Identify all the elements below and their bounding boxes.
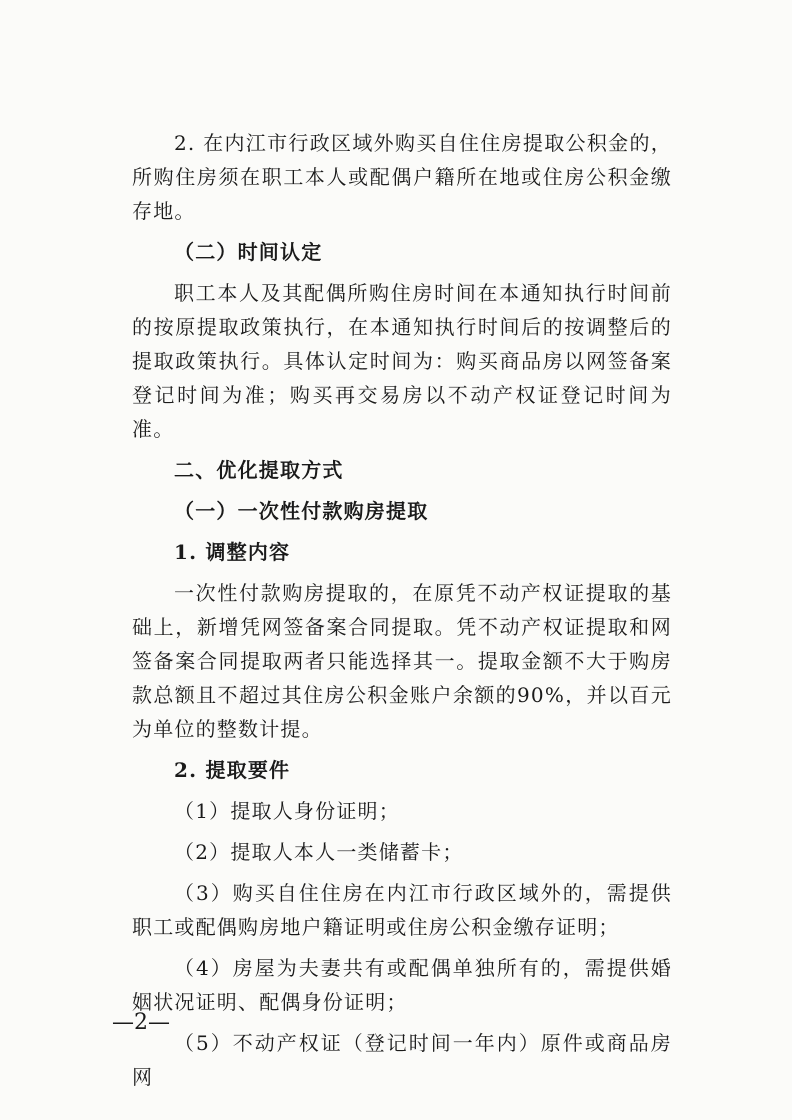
- page-number: —2—: [112, 1010, 170, 1035]
- requirement-item-3: （3）购买自住住房在内江市行政区域外的，需提供职工或配偶购房地户籍证明或住房公积金缴存证明；: [132, 881, 672, 939]
- heading-time-determination: （二）时间认定: [174, 240, 323, 264]
- heading-lump-sum-purchase: （一）一次性付款购房提取: [174, 499, 429, 523]
- requirement-item-1: （1）提取人身份证明；: [174, 799, 400, 823]
- requirement-item-2: （2）提取人本人一类储蓄卡；: [174, 840, 464, 864]
- heading-optimize-withdrawal: 二、优化提取方式: [174, 458, 344, 482]
- paragraph-time-determination: 职工本人及其配偶所购住房时间在本通知执行时间前的按原提取政策执行，在本通知执行时间后的按调整后的提取政策执行。具体认定时间为：购买商品房以网签备案登记时间为准；购买再交易房以不动产权证登记时间为准。: [132, 281, 672, 441]
- requirement-item-4: （4）房屋为夫妻共有或配偶单独所有的，需提供婚姻状况证明、配偶身份证明；: [132, 956, 672, 1014]
- paragraph-adjustment-content: 一次性付款购房提取的，在原凭不动产权证提取的基础上，新增凭网签备案合同提取。凭不动产权证提取和网签备案合同提取两者只能选择其一。提取金额不大于购房款总额且不超过其住房公积金账户余额的90%，并以百元为单位的整数计提。: [132, 581, 672, 741]
- paragraph-location-requirement: 2. 在内江市行政区域外购买自住住房提取公积金的，所购住房须在职工本人或配偶户籍所在地或住房公积金缴存地。: [132, 131, 672, 223]
- heading-adjustment-content: 1. 调整内容: [174, 540, 291, 564]
- heading-withdrawal-requirements: 2. 提取要件: [174, 758, 291, 782]
- requirement-item-5: （5）不动产权证（登记时间一年内）原件或商品房网: [132, 1031, 672, 1089]
- document-body: [132, 126, 672, 1094]
